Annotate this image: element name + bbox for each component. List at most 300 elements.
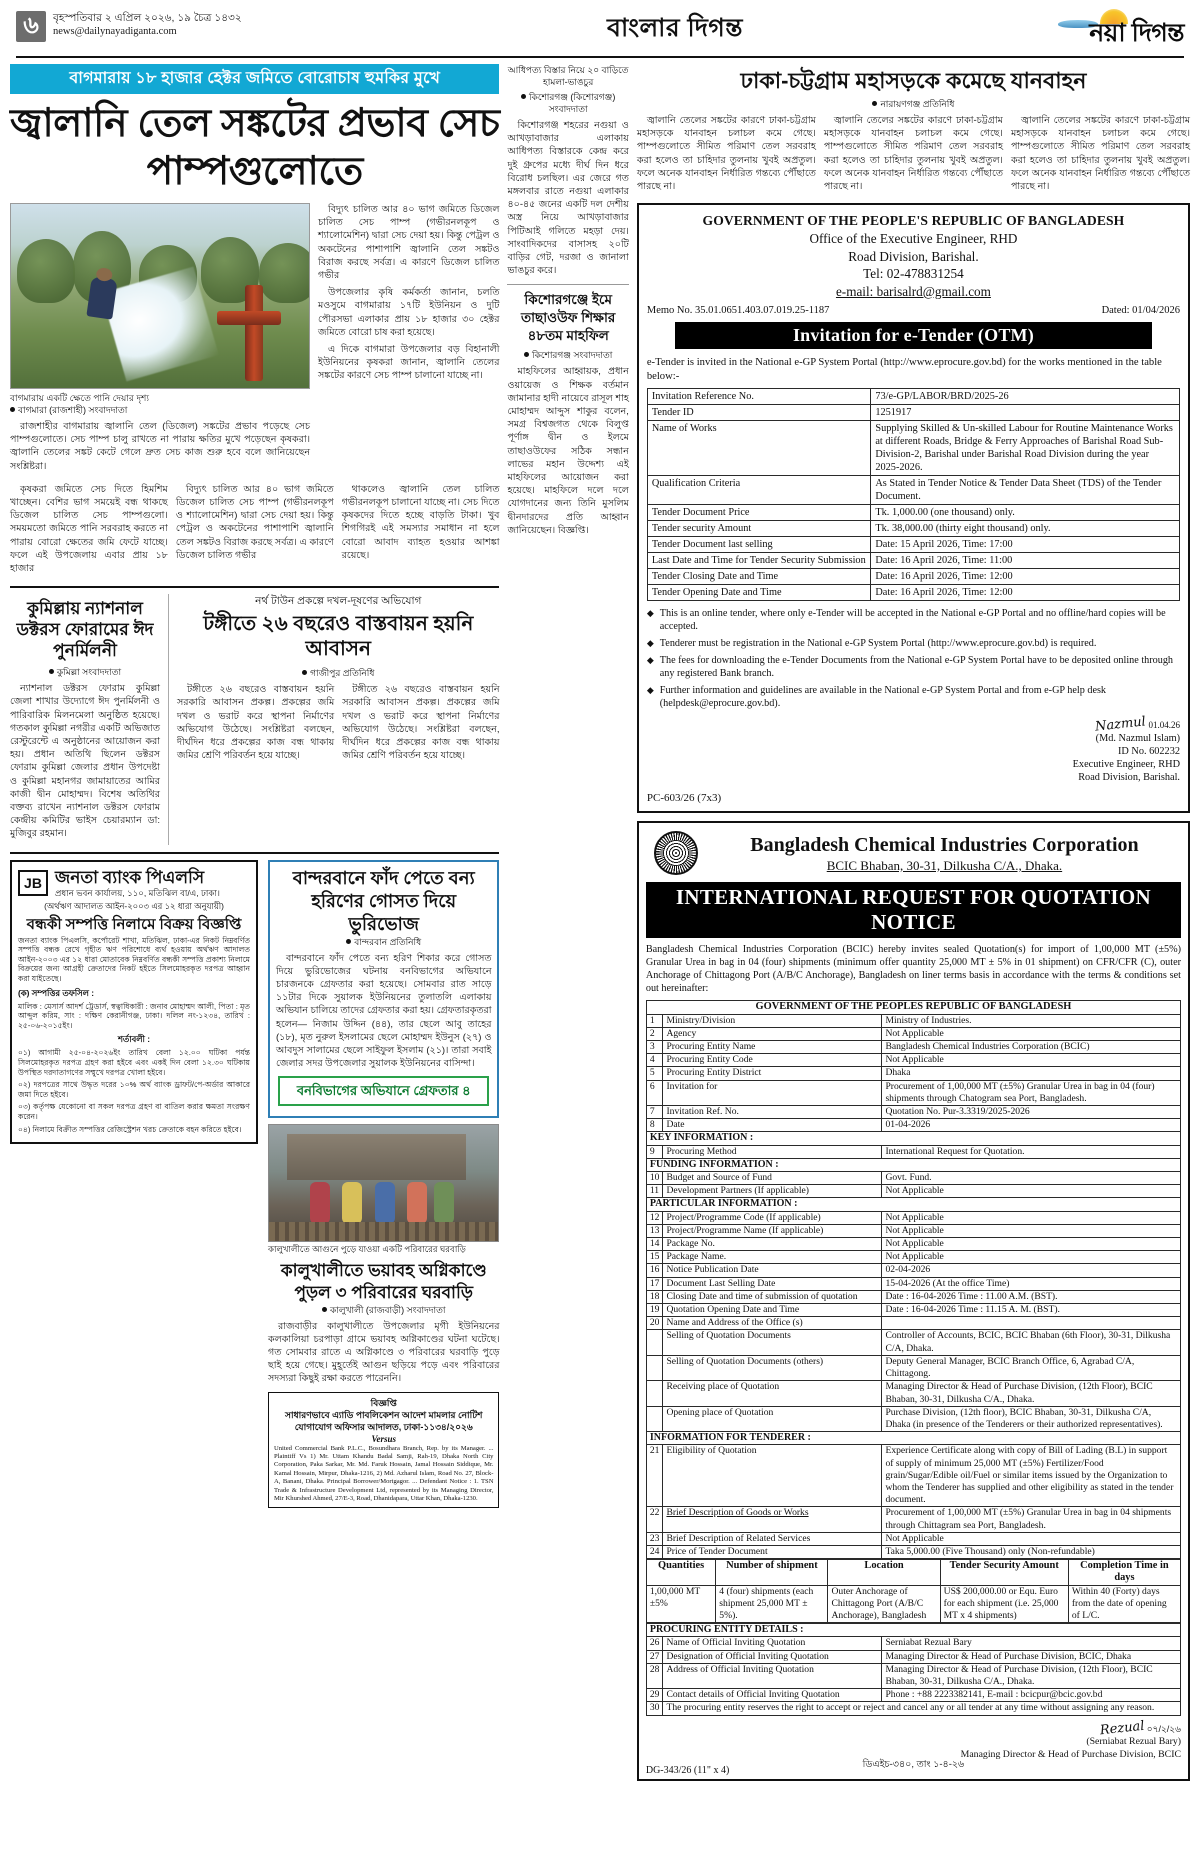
tender-sig-date: 01.04.26 (1148, 720, 1181, 731)
table-row (646, 1624, 1180, 1637)
tender-sig-id: ID No. 602232 (1117, 746, 1181, 758)
court-body: United Commercial Bank P.L.C., Bosundhara Branch, Rep. by its Manager. ... Plaintiff Vs 1) Mr. Uttam Khandu Badal Samji, Rah-19, Dhaka North City Corporation, Paka Sarkar, Mr. Md. Faruk Hossain, Jamal Hossain Siddique, Mr. Kamal Hossain, Mirpur, Dhaka-1216, 2) Md. Azharul Islam, Road No. 27, Block-A, Banani, Dhaka. Principal Borrower/Mortgagor. ... Defendant Notice : 1. TSN Trade & Infrastructure Development Ltd, represented by its Managing Director, Mir Khurshed Ahmed, 27/E-3, Road, Dhanidapara, Uttar Khan, Dhaka-1230. (274, 1444, 494, 1502)
table-row (646, 1650, 1180, 1663)
highway-p3: জ্বালানি তেলের সঙ্কটের কারণে ঢাকা-চট্টগ্রাম মহাসড়কে যানবাহন চলাচল কমে গেছে। পাম্পগুলোতে সীমিত পরিমাণ তেল সরবরাহ করা হলেও তা চাহিদার তুলনায় খুবই অপ্রতুল। ফলে অনেক যানবাহন নির্ধারিত গন্তব্যে পৌঁছাতে পারছে না। (1010, 115, 1190, 193)
bcic-lbl-5: Invitation for (663, 1080, 882, 1105)
lead-cont-p2: বিদ্যুৎ চালিত আর ৪০ ভাগ জমিতে ডিজেল চালিত সেচ পাম্প (গভীরনলকূপ ও শ্যালোমেশিন) দ্বারা সেচ দেয়া হয়। কিন্তু পেট্রল ও অকটেনের পাশাপাশি জ্বালানি তেল সঙ্কটও বিরাজ করছে সর্বত্র। এ কারণে ডিজেল চালিত গভীর (175, 483, 334, 561)
bcic-subtitle: BCIC Bhaban, 30-31, Dilkusha C/A., Dhaka. (826, 857, 1063, 873)
tender-key-6: Tender Document last selling (647, 537, 871, 553)
deer-byline (276, 936, 491, 948)
janata-header (18, 867, 250, 899)
story-northtown (177, 594, 499, 844)
diamond-icon: ◆ (646, 608, 654, 619)
bcic-ent-num-0: 26 (646, 1637, 663, 1650)
signature-icon: Rezual (1098, 1718, 1145, 1738)
table-row (646, 1532, 1180, 1545)
story-doctors-byline-text: কুমিল্লা সংবাদদাতা (56, 667, 122, 678)
table-row (647, 537, 1179, 553)
highway-c1 (637, 114, 816, 197)
bcic-num-5: 6 (646, 1080, 663, 1105)
tender-office: Office of the Executive Engineer, RHD (809, 231, 1018, 247)
bcic-office-lbl-0: Selling of Quotation Documents (663, 1330, 882, 1355)
qty-head-0: Quantities (646, 1560, 715, 1585)
bcic-part-val-4: 02-04-2026 (882, 1264, 1181, 1277)
janata-intro-p: জনতা ব্যাংক পিএলসি, কর্পোরেট শাখা, মতিঝিল, ঢাকা-এর নিকট নিম্নবর্ণিত সম্পত্তি বন্ধক রেখে গৃহীত ঋণ পরিশোধে ব্যর্থ হওয়ায় অর্থঋণ আদালত আইন-২০০৩ এর ১২ ধারা মোতাবেক নিম্নবর্ণিত বন্ধকী সম্পত্তি প্রকাশ্য নিলামে বিক্রয়ের জন্য আগ্রহী ক্রেতাদের নিকট হইতে সিলমোহরকৃত দরপত্র আহ্বান করা যাইতেছে। (18, 935, 250, 984)
tender-bullets (647, 607, 1180, 710)
bcic-tend-num-1: 22 (646, 1507, 663, 1532)
mahfil-body (507, 365, 628, 537)
janata-term-0: ০১) আগামী ২৫-০৪-২০২৬ইং তারিখ বেলা ১২.০০ ঘটিকা পর্যন্ত সিলমোহরকৃত দরপত্র গ্রহণ করা হইবে এবং একই দিন বেলা ১২.৩০ ঘটিকায় উপস্থিত দরদাতাগণের সম্মুখে দরপত্র খোলা হইবে। (18, 1048, 250, 1077)
bullet-dot-icon (872, 101, 877, 106)
bcic-tend-num-0: 21 (646, 1445, 663, 1507)
janata-title: বন্ধকী সম্পত্তি নিলামে বিক্রয় বিজ্ঞপ্তি (26, 915, 242, 933)
court-subtitle: সাধারণভাবে এ্যাডি পাবলিকেশন আদেশ মামলার নোটিশ (285, 1409, 483, 1420)
bcic-val-5: Procurement of 1,00,000 MT (±5%) Granular Urea in bag in 04 (four) shipments through Chatogram sea Port, Bangladesh. (882, 1080, 1181, 1105)
tender-val-9: Date: 16 April 2026, Time: 12:00 (871, 585, 1180, 601)
court-versus: Versus (371, 1433, 396, 1444)
bcic-val-4: Dhaka (882, 1067, 1181, 1080)
highway-c2 (824, 114, 1003, 197)
bcic-seal-icon (654, 831, 698, 875)
highway-p1: জ্বালানি তেলের সঙ্কটের কারণে ঢাকা-চট্টগ্রাম মহাসড়কে যানবাহন চলাচল কমে গেছে। পাম্পগুলোতে সীমিত পরিমাণ তেল সরবরাহ করা হলেও তা চাহিদার তুলনায় খুবই অপ্রতুল। ফলে অনেক যানবাহন নির্ধারিত গন্তব্যে পৌঁছাতে পারছে না। (636, 115, 816, 193)
bcic-lbl-1: Agency (663, 1027, 882, 1040)
kishoreganj-byline (507, 91, 628, 115)
tender-memo-no: Memo No. 35.01.0651.403.07.019.25-1187 (646, 305, 830, 317)
story-northtown-byline-text: গাজীপুর প্রতিনিধি (310, 668, 375, 679)
lead-col1 (10, 420, 310, 473)
bullet-dot-icon (49, 669, 54, 674)
bcic-part-num-2: 14 (646, 1238, 663, 1251)
bcic-section-funding: FUNDING INFORMATION : (646, 1158, 1180, 1171)
divider-colb-1 (507, 284, 628, 285)
pump-body-icon (217, 311, 281, 325)
court-title: বিজ্ঞপ্তি (370, 1397, 397, 1408)
masthead-email[interactable]: news@dailynayadiganta.com (53, 26, 177, 37)
qty-cell-1: 4 (four) shipments (each shipment 25,000 MT ± 5%). (716, 1585, 828, 1623)
tender-key-7: Last Date and Time for Tender Security Submission (647, 553, 871, 569)
divider-1 (10, 586, 499, 588)
tender-lead: e-Tender is invited in the National e-GP System Portal (http://www.eprocure.gov.bd) for the works mentioned in the table below:- (646, 357, 1162, 382)
janata-term-3: ০৪) নিলামে বিক্রীত সম্পত্তির রেজিস্ট্রেশন খরচ ক্রেতাকে বহন করিতে হইবে। (18, 1124, 242, 1134)
table-row (646, 1330, 1180, 1355)
tender-bullet-1: Tenderer must be registration in the National e-GP System Portal (http://www.eprocure.gov.bd) is required. (659, 638, 1097, 650)
janata-bank-notice (10, 860, 258, 1509)
fire-byline (268, 1304, 499, 1316)
lead-photo-caption: বাগমারায় একটি ক্ষেতে পানি দেয়ার দৃশ্য (10, 393, 149, 403)
qty-cell-2: Outer Anchorage of Chittagong Port (A/B/C Anchorage), Bangladesh (828, 1585, 940, 1623)
story-northtown-p1: টঙ্গীতে ২৬ বছরেও বাস্তবায়ন হয়নি সরকারি আবাসন প্রকল্প। প্রকল্পের জমি দখল ও ভরাট করে স্থাপনা নির্মাণের অভিযোগ উঠেছে। সংশ্লিষ্টরা বলছেন, দীর্ঘদিন ধরে প্রকল্পের কাজ বন্ধ থাকায় জমির শ্রেণি পরিবর্তন হয়ে যাচ্ছে। (177, 684, 335, 762)
bcic-part-num-6: 18 (646, 1290, 663, 1303)
bcic-part-val-6: Date : 16-04-2026 Time : 11.00 A.M. (BST). (882, 1290, 1181, 1303)
bcic-ent-val-2: Managing Director & Head of Purchase Division, (12th Floor), BCIC Bhaban, 30-31, Dilkusha C/A., Dhaka. (882, 1663, 1181, 1688)
bcic-dg-code: DG-343/26 (11" x 4) (645, 1765, 730, 1777)
qty-cell-3: US$ 200,000.00 or Equ. Euro for each shipment (i.e. 25,000 MT x 4 shipments) (940, 1585, 1068, 1623)
bcic-val-2: Bangladesh Chemical Industries Corporation (BCIC) (882, 1041, 1181, 1054)
bcic-ent-num-1: 27 (646, 1650, 663, 1663)
bcic-num-2: 3 (646, 1041, 663, 1054)
masthead-right (954, 11, 1184, 56)
bcic-part-num-4: 16 (646, 1264, 663, 1277)
fire-heading: কালুখালীতে ভয়াবহ অগ্নিকাণ্ডে পুড়ল ৩ পরিবারের ঘরবাড়ি (280, 1260, 487, 1302)
bcic-sig-role: Managing Director & Head of Purchase Division, BCIC (960, 1748, 1182, 1760)
bcic-part-num-8: 20 (646, 1317, 663, 1330)
story-northtown-p2: টঙ্গীতে ২৬ বছরেও বাস্তবায়ন হয়নি সরকারি আবাসন প্রকল্প। প্রকল্পের জমি দখল ও ভরাট করে স্থাপনা নির্মাণের অভিযোগ উঠেছে। সংশ্লিষ্টরা বলছেন, দীর্ঘদিন ধরে প্রকল্পের কাজ বন্ধ থাকায় জমির শ্রেণি পরিবর্তন হয়ে যাচ্ছে। (342, 684, 500, 762)
table-row (646, 1145, 1180, 1158)
tender-pc-code: PC-603/26 (7x3) (646, 792, 722, 805)
janata-section-1: (ক) সম্পত্তির তফসিল : (18, 987, 95, 998)
tender-key-0: Invitation Reference No. (647, 389, 871, 405)
table-row (646, 1119, 1180, 1132)
bcic-part-lbl-8: Name and Address of the Office (s) (663, 1317, 882, 1330)
list-item (647, 637, 1180, 650)
bcic-table-body (646, 1001, 1180, 1559)
tender-val-0: 73/e-GP/LABOR/BRD/2025-26 (871, 389, 1180, 405)
table-row (646, 1172, 1180, 1185)
janata-box (10, 860, 258, 1145)
table-row (646, 1445, 1180, 1507)
bcic-part-lbl-7: Quotation Opening Date and Time (663, 1304, 882, 1317)
tender-val-1: 1251917 (871, 405, 1180, 421)
janata-term-2: ০৩) কর্তৃপক্ষ যেকোনো বা সকল দরপত্র গ্রহণ বা বাতিল করার ক্ষমতা সংরক্ষণ করেন। (18, 1102, 250, 1121)
lead-body (10, 203, 499, 477)
bcic-num-0: 1 (646, 1014, 663, 1027)
mahfil-heading: কিশোরগঞ্জে ইমে তাছাওউফ শিক্ষার ৪৮তম মাহফিল (521, 292, 616, 344)
kishoreganj-body (507, 119, 628, 277)
bcic-ent-val-0: Serniabat Rezual Bary (882, 1637, 1181, 1650)
bcic-key-lbl-0: Procuring Method (663, 1145, 882, 1158)
bcic-lbl-4: Procuring Entity District (663, 1067, 882, 1080)
bcic-fund-lbl-1: Development Partners (If applicable) (663, 1185, 882, 1198)
bottom-left-block (10, 860, 499, 1509)
tender-val-8: Date: 16 April 2026, Time: 12:00 (871, 569, 1180, 585)
tender-val-3: As Stated in Tender Notice & Tender Data Sheet (TDS) of the Tender Document. (871, 476, 1180, 505)
bcic-part-num-3: 15 (646, 1251, 663, 1264)
mahfil-byline-text: কিশোরগঞ্জ সংবাদদাতা (532, 350, 613, 361)
story-northtown-byline (177, 667, 499, 679)
qty-head-4: Completion Time in days (1068, 1560, 1180, 1585)
janata-detail-p: মালিক : মেসার্স আদর্শ ট্রেডার্স, স্বত্বাধিকারী : জনাব মোহাম্মদ আলী, পিতা : মৃত আব্দুল করিম, সাং : দক্ষিণ কেরানীগঞ্জ, ঢাকা। দলিল নং-১২৩৪, তারিখ : ২৫-০৬-২০১৫ইং। (18, 1001, 250, 1030)
story-northtown-cols (177, 683, 499, 766)
tender-key-5: Tender security Amount (647, 521, 871, 537)
bcic-tend-num-3: 24 (646, 1545, 663, 1558)
bcic-notice (637, 821, 1190, 1781)
bcic-table-header: GOVERNMENT OF THE PEOPLES REPUBLIC OF BANGLADESH (646, 1001, 1180, 1014)
table-row (646, 1264, 1180, 1277)
bcic-part-num-0: 12 (646, 1211, 663, 1224)
table-row (646, 1198, 1180, 1211)
tender-sig-scribble-row (647, 714, 1181, 735)
janata-section-2: শর্তাবলী : (117, 1034, 151, 1045)
lead-col2-p0: বিদ্যুৎ চালিত আর ৪০ ভাগ জমিতে ডিজেল চালিত সেচ পাম্প (গভীরনলকূপ ও শ্যালোমেশিন) দ্বারা সেচ দেয়া হয়। কিন্তু পেট্রল ও অকটেনের পাশাপাশি জ্বালানি তেল সঙ্কটও বিরাজ করছে সর্বত্র। এ কারণে ডিজেল চালিত গভীর (318, 204, 500, 282)
highway-byline-text: নারায়ণগঞ্জ প্রতিনিধি (880, 99, 955, 109)
bullet-dot-icon (10, 407, 15, 412)
table-row (646, 1238, 1180, 1251)
lead-cont-col1 (10, 483, 168, 579)
fire-photo (268, 1124, 499, 1242)
tender-gov-title: GOVERNMENT OF THE PEOPLE'S REPUBLIC OF BANGLADESH (702, 213, 1125, 229)
table-row (646, 1251, 1180, 1264)
bcic-office-lbl-2: Receiving place of Quotation (663, 1381, 882, 1406)
lead-col2-p1: উপজেলার কৃষি কর্মকর্তা জানান, চলতি মওসুমে বাগমারায় ১৭টি ইউনিয়ন ও দুটি পৌরসভা এলাকার প্রায় ১৮ হাজার ৩০ হেক্টর জমিতে বোরো চাষ করা হয়েছে। (318, 287, 500, 338)
janata-detail (18, 1002, 250, 1031)
bullet-dot-icon (521, 94, 526, 99)
lead-photo (10, 203, 310, 389)
bcic-key-num-0: 9 (646, 1145, 663, 1158)
brand-name: নয়া দিগন্ত (1089, 19, 1184, 47)
tender-table-body (647, 389, 1179, 601)
janata-intro (18, 936, 250, 984)
deer-box (268, 860, 499, 1118)
bcic-val-7: 01-04-2026 (882, 1119, 1181, 1132)
table-row (647, 389, 1179, 405)
rhd-tender-notice (637, 203, 1190, 813)
bcic-tend-num-2: 23 (646, 1532, 663, 1545)
lead-text-block (318, 203, 499, 477)
tender-bullet-3: Further information and guidelines are available in the National e-GP System Portal and from e-GP help desk (helpdesk@eprocure.gov.bd). (659, 685, 1107, 710)
qty-cell-0: 1,00,000 MT ±5% (646, 1585, 715, 1623)
table-row (647, 585, 1179, 601)
tender-key-1: Tender ID (647, 405, 871, 421)
lead-kicker: বাগমারায় ১৮ হাজার হেক্টর জমিতে বোরোচাষ হুমকির মুখে (10, 64, 499, 94)
tender-key-9: Tender Opening Date and Time (647, 585, 871, 601)
table-row (646, 1317, 1180, 1330)
table-row (646, 1106, 1180, 1119)
bcic-lbl-0: Ministry/Division (663, 1014, 882, 1027)
qty-head-2: Location (828, 1560, 940, 1585)
column-middle (507, 64, 628, 1781)
diamond-icon: ◆ (646, 638, 654, 649)
bcic-part-num-5: 17 (646, 1277, 663, 1290)
bcic-section-entity: PROCURING ENTITY DETAILS : (646, 1624, 1180, 1637)
bcic-office-val-1: Deputy General Manager, BCIC Branch Office, 6, Agrabad C/A, Chittagong. (882, 1355, 1181, 1380)
highway-p2: জ্বালানি তেলের সঙ্কটের কারণে ঢাকা-চট্টগ্রাম মহাসড়কে যানবাহন চলাচল কমে গেছে। পাম্পগুলোতে সীমিত পরিমাণ তেল সরবরাহ করা হলেও তা চাহিদার তুলনায় খুবই অপ্রতুল। ফলে অনেক যানবাহন নির্ধারিত গন্তব্যে পৌঁছাতে পারছে না। (823, 115, 1003, 193)
table-row (647, 476, 1179, 505)
lead-cont-col2 (176, 483, 334, 579)
masthead-logo-icon: ৬ (16, 11, 46, 42)
deer-heading: বান্দরবানে ফাঁদ পেতে বন্য হরিণের গোসত দিয়ে ভুরিভোজ (292, 867, 475, 934)
bullet-dot-icon (302, 670, 307, 675)
bcic-part-lbl-3: Package Name. (663, 1251, 882, 1264)
bcic-lead: Bangladesh Chemical Industries Corporation (BCIC) hereby invites sealed Quotation(s) for import of 1,00,000 MT (±5%) Granular Urea in bag in 04 (four) shipments (minimum offer quantity 25,000 MT ± 5% in 01 shipment) on CFR/CFR (C), outer Anchorage of Chittagong Port (A/B/C Anchorage), Bangladesh on liner terms basis in accordance with the terms & conditions set out hereinafter: (645, 944, 1182, 994)
bcic-qty-body (646, 1560, 1180, 1623)
bcic-part-val-0: Not Applicable (882, 1211, 1181, 1224)
table-row (646, 1067, 1180, 1080)
tender-key-3: Qualification Criteria (647, 476, 871, 505)
bcic-ent-lbl-0: Name of Official Inviting Quotation (663, 1637, 882, 1650)
bcic-val-0: Ministry of Industries. (882, 1014, 1181, 1027)
story-doctors-heading: কুমিল্লায় ন্যাশনাল ডক্টরস ফোরামের ঈদ পুনর্মিলনী (16, 599, 154, 661)
bullet-dot-icon (322, 1307, 327, 1312)
fire-photo-caption: কালুখালীতে আগুনে পুড়ে যাওয়া একটি পরিবারের ঘরবাড়ি (268, 1243, 466, 1254)
janata-address: প্রধান ভবন কার্যালয়, ১১০, মতিঝিল বা/এ, ঢাকা। (55, 887, 220, 898)
list-item (647, 654, 1180, 680)
table-row (646, 1355, 1180, 1380)
main-grid (10, 64, 1190, 1781)
table-row (646, 1406, 1180, 1431)
bcic-office-lbl-1: Selling of Quotation Documents (others) (663, 1355, 882, 1380)
story-northtown-c1 (177, 683, 334, 766)
table-row (647, 569, 1179, 585)
bcic-part-val-8 (882, 1317, 1181, 1330)
table-row (646, 1211, 1180, 1224)
janata-brand: জনতা ব্যাংক পিএলসি (55, 867, 205, 887)
table-row (646, 1277, 1180, 1290)
column-left (10, 64, 499, 1781)
bcic-num-6: 7 (646, 1106, 663, 1119)
bcic-section-tenderer: INFORMATION FOR TENDERER : (646, 1432, 1180, 1445)
bcic-header (646, 829, 1181, 879)
bcic-ent-val-3: Phone : +88 2223382141, E-mail : bcicpur@bcic.gov.bd (882, 1689, 1181, 1702)
bullet-dot-icon (524, 352, 529, 357)
bcic-part-lbl-5: Document Last Selling Date (663, 1277, 882, 1290)
bcic-tend-lbl-0: Eligibility of Quotation (663, 1445, 882, 1507)
lead-cont-p1: কৃষকরা জমিতে সেচ দিতে হিমশিম খাচ্ছেন। বেশির ভাগ সময়েই বন্ধ থাকছে ডিজেল চালিত সেচ পাম্পগুলো। সময়মতো জমিতে পানি সরবরাহ করতে না পারায় বোরো ক্ষেতের জমি ফেটে যাচ্ছে। ফলে এই উপজেলায় এবার প্রায় ১৮ হাজার (10, 483, 168, 575)
bcic-ent-lbl-2: Address of Official Inviting Quotation (663, 1663, 882, 1688)
court-case: যোগাযোগ অফিসার আদালত, ঢাকা-১১৩৪/২০২৬ (294, 1421, 473, 1432)
bcic-part-num-1: 13 (646, 1224, 663, 1237)
bcic-titles (708, 833, 1181, 874)
bcic-ent-lbl-4: The procuring entity reserves the right to accept or reject and cancel any or all tender at any time without assigning any reason. (663, 1702, 1181, 1715)
table-row (646, 1560, 1180, 1585)
bcic-tend-val-0: Experience Certificate along with copy of Bill of Lading (B.L) in support of supply of minimum 25,000 MT (±5%) Fertilizer/Food grain/Sugar/Edible oil/Fuel or similar items issued by the Organization to whom the Tenderer has supplied and other eligibility as stated in the tender document. (882, 1445, 1181, 1507)
bcic-title: Bangladesh Chemical Industries Corporation (750, 833, 1139, 856)
hut-shape (287, 1134, 466, 1180)
bcic-tend-val-2: Not Applicable (882, 1532, 1181, 1545)
table-row (646, 1637, 1180, 1650)
fire-body-p: রাজবাড়ীর কালুখালীতে উপজেলার মৃগী ইউনিয়নের কলকালিয়া চরপাড়া গ্রামে ভয়াবহ অগ্নিকাণ্ডের ঘটনা ঘটেছে। গত সোমবার রাতে এ অগ্নিকাণ্ডে ৩ পরিবারের ঘরবাড়ি পুড়ে ছাই হয়ে গেছে। মুহূর্তেই আগুন ছড়িয়ে পড়ে এবং পরিবারের সদস্যরা কিছুই রক্ষা করতে পারেননি। (268, 1320, 500, 1385)
table-row (646, 1080, 1180, 1105)
deer-byline-text: বান্দরবান প্রতিনিধি (354, 936, 422, 947)
mahfil-byline (507, 349, 628, 361)
table-row (646, 1507, 1180, 1532)
bcic-part-val-7: Date : 16-04-2026 Time : 11.15 A. M. (BST). (882, 1304, 1181, 1317)
bcic-tend-lbl-1: Brief Description of Goods or Works (663, 1507, 882, 1532)
bcic-fund-num-0: 10 (646, 1172, 663, 1185)
tender-email[interactable]: e-mail: barisalrd@gmail.com (835, 283, 991, 299)
bcic-office-val-3: Purchase Division, (12th floor), BCIC Bhaban, 30-31, Dilkusha C/A, Dhaka (in presence of the Tenderers or their authorized representatives). (882, 1406, 1181, 1431)
bcic-office-val-2: Managing Director & Head of Purchase Division, (12th Floor), BCIC Bhaban, 30-31, Dilkusha C/A., Dhaka. (882, 1381, 1181, 1406)
story-doctors-body (10, 682, 160, 840)
tender-division: Road Division, Barishal. (848, 248, 979, 264)
bcic-lbl-2: Procuring Entity Name (663, 1041, 882, 1054)
table-row (647, 405, 1179, 421)
lead-col2-p2: এ দিকে বাগমারা উপজেলার বড় বিহানালী ইউনিয়নের কৃষকরা জানান, জ্বালানি তেলের সঙ্কটের কারণে সেচ পাম্প চালানো যাচ্ছে না। (318, 344, 500, 382)
story-northtown-eyebrow: নর্থ টাউন প্রকল্পে দখল-দূষণের অভিযোগ (255, 595, 422, 608)
janata-term-1: ০২) দরপত্রের সাথে উদ্ধৃত দরের ১০% অর্থ ব্যাংক ড্রাফট/পে-অর্ডার আকারে জমা দিতে হইবে। (18, 1080, 250, 1099)
table-row (646, 1041, 1180, 1054)
bcic-part-lbl-1: Project/Programme Name (If applicable) (663, 1224, 882, 1237)
fire-byline-text: কালুখালী (রাজবাড়ী) সংবাদদাতা (329, 1304, 446, 1315)
table-row (647, 505, 1179, 521)
masthead-dateline-block (53, 11, 242, 39)
tender-dated: Dated: 01/04/2026 (1101, 305, 1181, 317)
qty-head-1: Number of shipment (716, 1560, 828, 1585)
highway-c3 (1011, 114, 1190, 197)
bcic-lbl-7: Date (663, 1119, 882, 1132)
masthead-rule (16, 56, 1184, 58)
list-item (647, 684, 1180, 710)
tender-table (647, 388, 1180, 601)
deer-body (276, 952, 491, 1071)
bcic-banner: INTERNATIONAL REQUEST FOR QUOTATION NOTICE (646, 882, 1181, 938)
lead-photo-block (10, 203, 310, 477)
bcic-part-val-1: Not Applicable (882, 1224, 1181, 1237)
tender-val-2: Supplying Skilled & Un-skilled Labour for Routine Maintenance Works at different Roads, Bridge & Ferry Approaches of Barishal Road Sub-Division-2, Barishal under Barishal Road Division during the year 2025-2026. (871, 421, 1180, 476)
bcic-tend-lbl-3: Price of Tender Document (663, 1545, 882, 1558)
table-row (647, 553, 1179, 569)
lead-byline (10, 404, 310, 416)
tender-key-2: Name of Works (647, 421, 871, 476)
table-row (647, 421, 1179, 476)
bcic-table (646, 1000, 1181, 1559)
masthead-date: বৃহস্পতিবার ২ এপ্রিল ২০২৬, ১৯ চৈত্র ১৪৩২ (53, 12, 242, 24)
table-row (646, 1027, 1180, 1040)
tender-sig-role2: Road Division, Barishal. (1078, 772, 1181, 784)
bcic-num-3: 4 (646, 1054, 663, 1067)
bcic-part-lbl-4: Notice Publication Date (663, 1264, 882, 1277)
bcic-entity-table (646, 1623, 1181, 1715)
bcic-part-val-2: Not Applicable (882, 1238, 1181, 1251)
bcic-part-lbl-0: Project/Programme Code (If applicable) (663, 1211, 882, 1224)
bcic-ent-lbl-3: Contact details of Official Inviting Quotation (663, 1689, 882, 1702)
bcic-signature (646, 1718, 1182, 1762)
tender-val-7: Date: 16 April 2026, Time: 11:00 (871, 553, 1180, 569)
tender-sig-name: (Md. Nazmul Islam) (1095, 733, 1181, 745)
kishoreganj-p: কিশোরগঞ্জ শহরের নগুয়া ও আখড়াবাজার এলাকায় আধিপত্য বিস্তারকে কেন্দ্র করে দুই গ্রুপের মধ্যে দীর্ঘ দিন ধরে বিরোধ চলছিল। এর জেরে গত মঙ্গলবার রাতে নগুয়া এলাকার ৪০-৪৫ জনের একটি দল দেশীয় অস্ত্র নিয়ে আখড়াবাজার পিটিআই গলিতে মহড়া দেয়। সাংবাদিকদের বাসাসহ ২০টি বাড়ির গেট, দরজা ও জানালা ভাঙচুর করে। (507, 120, 629, 277)
table-row (646, 1185, 1180, 1198)
bullet-dot-icon (346, 939, 351, 944)
bcic-fund-lbl-0: Budget and Source of Fund (663, 1172, 882, 1185)
deer-body-p: বান্দরবানে ফাঁদ পেতে বন্য হরিণ শিকার করে গোসত দিয়ে ভুরিভোজের ঘটনায় বনবিভাগের অভিযানে চারজনকে গ্রেফতার করা হয়েছে। সোমবার রাত সাড়ে ১১টার দিকে সুয়ালক ইউনিয়নের তুলাতলি এলাকায় অভিযান চালিয়ে তাদের গ্রেফতার করা হয়। গ্রেফতারকৃতরা হলেন— নিজাম উদ্দিন (৪৪), তার ছেলে আবু তাহের (১৮), মৃত নুরুল ইসলামের ছেলে মোহাম্মদ ইউনুস (২৭) ও আবদুস সালামের ছেলে সাইফুল ইসলাম (২১)। তারা সবাই জেলার সদর উপজেলার সুয়ালক ইউনিয়নের বাসিন্দা। (276, 952, 492, 1070)
kishoreganj-eyebrow: আধিপত্য বিস্তার নিয়ে ২০ বাড়িতে হামলা-ভাঙচুর (507, 65, 629, 87)
table-row (646, 1381, 1180, 1406)
table-row (646, 1304, 1180, 1317)
table-row (646, 1001, 1180, 1014)
tender-memo-row (647, 305, 1180, 316)
bcic-lbl-6: Invitation Ref. No. (663, 1106, 882, 1119)
bcic-num-4: 5 (646, 1067, 663, 1080)
deer-badge: বনবিভাগের অভিযানে গ্রেফতার ৪ (278, 1076, 489, 1106)
lead-col-right (318, 203, 499, 383)
mid-stories (10, 594, 499, 844)
signature-icon: Nazmul (1094, 714, 1147, 735)
bcic-office-val-0: Controller of Accounts, BCIC, BCIC Bhaban (6th Floor), 30-31, Dilkusha C/A, Dhaka. (882, 1330, 1181, 1355)
brand-logo (1089, 11, 1184, 56)
bcic-ent-lbl-1: Designation of Official Inviting Quotation (663, 1650, 882, 1663)
lead-headline: জ্বালানি তেল সঙ্কটের প্রভাব সেচ পাম্পগুলোতে (10, 102, 500, 193)
bcic-quantity-table (646, 1559, 1181, 1623)
bcic-section-key: KEY INFORMATION : (646, 1132, 1180, 1145)
table-row (646, 1432, 1180, 1445)
masthead (10, 8, 1190, 54)
lead-cont-p3: থাকলেও জ্বালানি তেল চালিত গভীরনলকূপ চালানো যাচ্ছে না। সেচ দিতে কৃষকদের দিতে হচ্ছে বাড়তি টাকা। খুব শিগগিরই এই সমস্যার সমাধান না হলে বোরো আবাদ ব্যাহত হওয়ার আশঙ্কা রয়েছে। (341, 483, 500, 561)
list-item (647, 607, 1180, 633)
story-doctors-byline (10, 666, 160, 678)
bcic-part-lbl-6: Closing Date and time of submission of quotation (663, 1290, 882, 1303)
tender-bullet-2: The fees for downloading the e-Tender Documents from the National e-GP System Portal have to be deposited online through any registered Bank branch. (659, 655, 1174, 680)
janata-names (55, 867, 220, 899)
bcic-part-val-3: Not Applicable (882, 1251, 1181, 1264)
tender-val-4: Tk. 1,000.00 (one thousand) only. (871, 505, 1180, 521)
table-row (646, 1290, 1180, 1303)
court-notice (268, 1392, 499, 1509)
bcic-num-7: 8 (646, 1119, 663, 1132)
table-row (646, 1545, 1180, 1558)
table-row (646, 1702, 1180, 1715)
table-row (646, 1224, 1180, 1237)
table-row (647, 521, 1179, 537)
bcic-sig-scribble-row (646, 1718, 1182, 1738)
